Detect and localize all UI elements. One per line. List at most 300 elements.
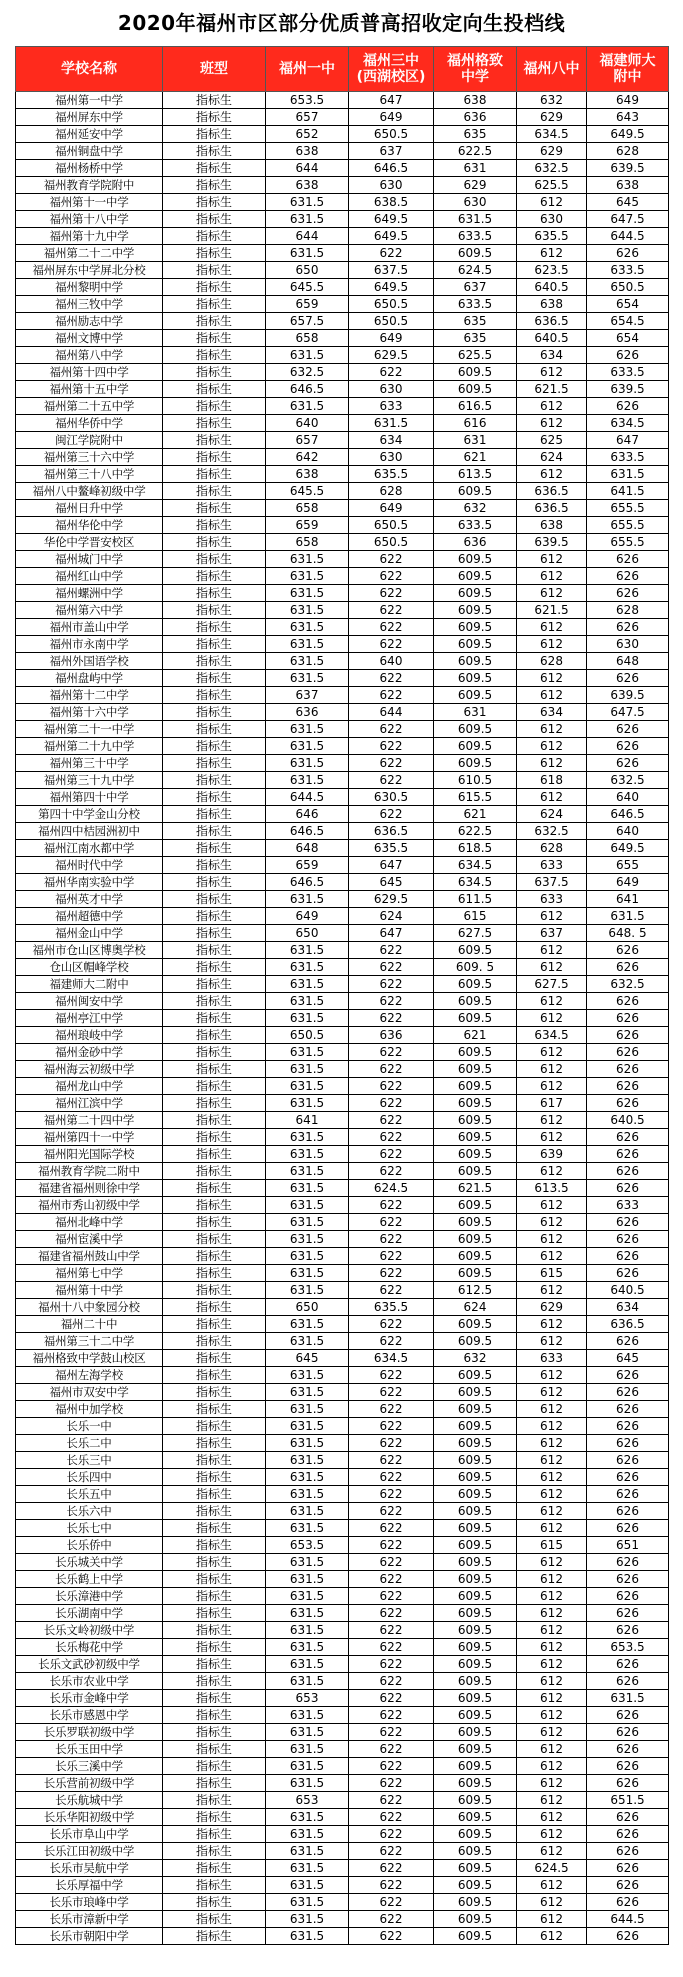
table-row bbox=[16, 806, 669, 823]
score-fuzhou-no8: 612 bbox=[517, 585, 587, 602]
school-name-cell: 福建师大二附中 bbox=[16, 976, 163, 993]
score-fuzhou-gezhi: 633.5 bbox=[434, 228, 517, 245]
table-row bbox=[16, 738, 669, 755]
score-fuzhou-gezhi: 609.5 bbox=[434, 1877, 517, 1894]
score-fujian-normal-affiliated: 626 bbox=[587, 1078, 669, 1095]
class-type-cell: 指标生 bbox=[163, 483, 266, 500]
class-type-cell: 指标生 bbox=[163, 993, 266, 1010]
class-type-cell: 指标生 bbox=[163, 126, 266, 143]
score-fuzhou-gezhi: 609.5 bbox=[434, 568, 517, 585]
score-fuzhou-no1: 631.5 bbox=[266, 1571, 349, 1588]
score-fuzhou-no3: 622 bbox=[349, 1503, 434, 1520]
score-fuzhou-no3: 622 bbox=[349, 1605, 434, 1622]
class-type-cell: 指标生 bbox=[163, 755, 266, 772]
score-fujian-normal-affiliated: 626 bbox=[587, 619, 669, 636]
table-row bbox=[16, 959, 669, 976]
table-row bbox=[16, 891, 669, 908]
score-fuzhou-no1: 631.5 bbox=[266, 1248, 349, 1265]
school-name-cell: 福州励志中学 bbox=[16, 313, 163, 330]
score-fuzhou-no1: 631.5 bbox=[266, 1316, 349, 1333]
score-fuzhou-no1: 631.5 bbox=[266, 1214, 349, 1231]
score-fuzhou-gezhi: 621 bbox=[434, 449, 517, 466]
class-type-cell: 指标生 bbox=[163, 942, 266, 959]
score-fuzhou-gezhi: 609.5 bbox=[434, 1418, 517, 1435]
score-fuzhou-gezhi: 609.5 bbox=[434, 1690, 517, 1707]
score-fujian-normal-affiliated: 651 bbox=[587, 1537, 669, 1554]
school-name-cell: 长乐市农业中学 bbox=[16, 1673, 163, 1690]
class-type-cell: 指标生 bbox=[163, 1741, 266, 1758]
table-row bbox=[16, 1758, 669, 1775]
score-fuzhou-no3: 622 bbox=[349, 1367, 434, 1384]
score-fuzhou-no8: 612 bbox=[517, 1061, 587, 1078]
table-row bbox=[16, 1095, 669, 1112]
score-fujian-normal-affiliated: 628 bbox=[587, 143, 669, 160]
score-fuzhou-no3: 622 bbox=[349, 1588, 434, 1605]
score-fuzhou-no3: 635.5 bbox=[349, 1299, 434, 1316]
score-fuzhou-gezhi: 627.5 bbox=[434, 925, 517, 942]
score-fuzhou-gezhi: 637 bbox=[434, 279, 517, 296]
score-fujian-normal-affiliated: 628 bbox=[587, 602, 669, 619]
table-row bbox=[16, 1078, 669, 1095]
score-fuzhou-gezhi: 609.5 bbox=[434, 1214, 517, 1231]
score-fuzhou-no3: 631.5 bbox=[349, 415, 434, 432]
score-fuzhou-no8: 615 bbox=[517, 1265, 587, 1282]
score-fujian-normal-affiliated: 639.5 bbox=[587, 687, 669, 704]
score-fuzhou-gezhi: 633.5 bbox=[434, 517, 517, 534]
class-type-cell: 指标生 bbox=[163, 891, 266, 908]
score-fujian-normal-affiliated: 626 bbox=[587, 1231, 669, 1248]
score-fujian-normal-affiliated: 626 bbox=[587, 1707, 669, 1724]
score-fujian-normal-affiliated: 651.5 bbox=[587, 1792, 669, 1809]
score-fuzhou-no8: 612 bbox=[517, 1554, 587, 1571]
score-fuzhou-no1: 638 bbox=[266, 143, 349, 160]
class-type-cell: 指标生 bbox=[163, 194, 266, 211]
score-fuzhou-no8: 612 bbox=[517, 568, 587, 585]
score-fuzhou-no3: 622 bbox=[349, 1486, 434, 1503]
school-name-cell: 长乐罗联初级中学 bbox=[16, 1724, 163, 1741]
score-fuzhou-no1: 646.5 bbox=[266, 874, 349, 891]
school-name-cell: 长乐二中 bbox=[16, 1435, 163, 1452]
score-fuzhou-no8: 636.5 bbox=[517, 500, 587, 517]
school-name-cell: 福州第一中学 bbox=[16, 92, 163, 109]
score-fuzhou-gezhi: 609.5 bbox=[434, 636, 517, 653]
score-fuzhou-gezhi: 631 bbox=[434, 432, 517, 449]
score-fujian-normal-affiliated: 636.5 bbox=[587, 1316, 669, 1333]
class-type-cell: 指标生 bbox=[163, 1928, 266, 1945]
class-type-cell: 指标生 bbox=[163, 1605, 266, 1622]
score-fuzhou-no3: 630 bbox=[349, 449, 434, 466]
score-fuzhou-no1: 631.5 bbox=[266, 1367, 349, 1384]
school-name-cell: 长乐营前初级中学 bbox=[16, 1775, 163, 1792]
score-fujian-normal-affiliated: 626 bbox=[587, 1333, 669, 1350]
score-fuzhou-no8: 612 bbox=[517, 245, 587, 262]
table-body bbox=[16, 92, 669, 1945]
school-name-cell: 长乐市金峰中学 bbox=[16, 1690, 163, 1707]
score-fuzhou-gezhi: 609.5 bbox=[434, 1537, 517, 1554]
score-fuzhou-no1: 631.5 bbox=[266, 1197, 349, 1214]
score-fuzhou-no1: 631.5 bbox=[266, 1163, 349, 1180]
table-row bbox=[16, 1146, 669, 1163]
score-fuzhou-no3: 622 bbox=[349, 1877, 434, 1894]
table-row bbox=[16, 568, 669, 585]
score-fuzhou-no3: 634.5 bbox=[349, 1350, 434, 1367]
score-fuzhou-gezhi: 609.5 bbox=[434, 976, 517, 993]
score-fuzhou-no8: 612 bbox=[517, 1588, 587, 1605]
score-fujian-normal-affiliated: 626 bbox=[587, 1724, 669, 1741]
school-name-cell: 福州海云初级中学 bbox=[16, 1061, 163, 1078]
table-row bbox=[16, 1401, 669, 1418]
score-fuzhou-no1: 631.5 bbox=[266, 1843, 349, 1860]
score-fuzhou-no1: 631.5 bbox=[266, 1384, 349, 1401]
school-name-cell: 福州龙山中学 bbox=[16, 1078, 163, 1095]
score-fuzhou-gezhi: 629 bbox=[434, 177, 517, 194]
class-type-cell: 指标生 bbox=[163, 296, 266, 313]
score-fuzhou-no8: 612 bbox=[517, 670, 587, 687]
score-fujian-normal-affiliated: 626 bbox=[587, 1265, 669, 1282]
table-row bbox=[16, 1843, 669, 1860]
class-type-cell: 指标生 bbox=[163, 1537, 266, 1554]
class-type-cell: 指标生 bbox=[163, 449, 266, 466]
school-name-cell: 福州英才中学 bbox=[16, 891, 163, 908]
score-fuzhou-gezhi: 609.5 bbox=[434, 1486, 517, 1503]
score-fuzhou-no8: 612 bbox=[517, 1231, 587, 1248]
table-row bbox=[16, 1350, 669, 1367]
class-type-cell: 指标生 bbox=[163, 1027, 266, 1044]
table-row bbox=[16, 653, 669, 670]
class-type-cell: 指标生 bbox=[163, 823, 266, 840]
score-fuzhou-no3: 622 bbox=[349, 1112, 434, 1129]
class-type-cell: 指标生 bbox=[163, 1877, 266, 1894]
class-type-cell: 指标生 bbox=[163, 1316, 266, 1333]
class-type-cell: 指标生 bbox=[163, 92, 266, 109]
score-fujian-normal-affiliated: 648 bbox=[587, 653, 669, 670]
school-name-cell: 福州中加学校 bbox=[16, 1401, 163, 1418]
score-fuzhou-no3: 624.5 bbox=[349, 1180, 434, 1197]
score-fuzhou-no8: 634 bbox=[517, 704, 587, 721]
school-name-cell: 长乐江田初级中学 bbox=[16, 1843, 163, 1860]
school-name-cell: 福州第二十四中学 bbox=[16, 1112, 163, 1129]
score-fuzhou-no3: 622 bbox=[349, 1282, 434, 1299]
table-row bbox=[16, 1112, 669, 1129]
school-name-cell: 长乐侨中 bbox=[16, 1537, 163, 1554]
score-fuzhou-gezhi: 611.5 bbox=[434, 891, 517, 908]
score-fujian-normal-affiliated: 650.5 bbox=[587, 279, 669, 296]
class-type-cell: 指标生 bbox=[163, 1707, 266, 1724]
table-row bbox=[16, 1163, 669, 1180]
school-name-cell: 福州二十中 bbox=[16, 1316, 163, 1333]
score-fuzhou-no3: 622 bbox=[349, 1095, 434, 1112]
table-row bbox=[16, 500, 669, 517]
score-fuzhou-gezhi: 609.5 bbox=[434, 1231, 517, 1248]
school-name-cell: 福州第七中学 bbox=[16, 1265, 163, 1282]
score-fuzhou-no1: 631.5 bbox=[266, 1095, 349, 1112]
table-row bbox=[16, 1639, 669, 1656]
score-fuzhou-no8: 612 bbox=[517, 1707, 587, 1724]
score-fuzhou-gezhi: 609.5 bbox=[434, 245, 517, 262]
school-name-cell: 长乐玉田中学 bbox=[16, 1741, 163, 1758]
score-fuzhou-no1: 637 bbox=[266, 687, 349, 704]
table-row bbox=[16, 126, 669, 143]
score-fuzhou-no3: 624 bbox=[349, 908, 434, 925]
school-name-cell: 福州第二十一中学 bbox=[16, 721, 163, 738]
score-fuzhou-no3: 649.5 bbox=[349, 279, 434, 296]
score-fuzhou-no1: 631.5 bbox=[266, 942, 349, 959]
score-fujian-normal-affiliated: 644.5 bbox=[587, 1911, 669, 1928]
table-row bbox=[16, 1129, 669, 1146]
score-fuzhou-no8: 612 bbox=[517, 1503, 587, 1520]
score-fuzhou-no8: 612 bbox=[517, 1418, 587, 1435]
class-type-cell: 指标生 bbox=[163, 1826, 266, 1843]
score-fuzhou-no1: 631.5 bbox=[266, 976, 349, 993]
score-fuzhou-no8: 612 bbox=[517, 1044, 587, 1061]
score-fuzhou-gezhi: 634.5 bbox=[434, 874, 517, 891]
score-fuzhou-gezhi: 609.5 bbox=[434, 1316, 517, 1333]
score-fuzhou-gezhi: 622.5 bbox=[434, 143, 517, 160]
table-row bbox=[16, 347, 669, 364]
school-name-cell: 福州螺洲中学 bbox=[16, 585, 163, 602]
class-type-cell: 指标生 bbox=[163, 1758, 266, 1775]
score-fuzhou-no8: 612 bbox=[517, 1571, 587, 1588]
score-fuzhou-gezhi: 609.5 bbox=[434, 1622, 517, 1639]
score-fuzhou-no3: 622 bbox=[349, 687, 434, 704]
score-fuzhou-gezhi: 633.5 bbox=[434, 296, 517, 313]
class-type-cell: 指标生 bbox=[163, 806, 266, 823]
score-fuzhou-no8: 636.5 bbox=[517, 313, 587, 330]
school-name-cell: 福州华南实验中学 bbox=[16, 874, 163, 891]
table-row bbox=[16, 109, 669, 126]
table-row bbox=[16, 1469, 669, 1486]
header-c5a-label: 福建师大 bbox=[599, 53, 656, 69]
class-type-cell: 指标生 bbox=[163, 1265, 266, 1282]
table-row bbox=[16, 1877, 669, 1894]
score-fuzhou-no1: 631.5 bbox=[266, 1741, 349, 1758]
table-row bbox=[16, 517, 669, 534]
class-type-cell: 指标生 bbox=[163, 466, 266, 483]
table-row bbox=[16, 721, 669, 738]
table-row bbox=[16, 1010, 669, 1027]
score-fujian-normal-affiliated: 631.5 bbox=[587, 1690, 669, 1707]
score-fuzhou-no8: 612 bbox=[517, 398, 587, 415]
header-c4-label: 福州八中 bbox=[523, 61, 580, 77]
score-fuzhou-no3: 650.5 bbox=[349, 517, 434, 534]
score-fuzhou-gezhi: 632 bbox=[434, 1350, 517, 1367]
table-row bbox=[16, 1248, 669, 1265]
score-fuzhou-no8: 612 bbox=[517, 1928, 587, 1945]
score-fuzhou-no8: 612 bbox=[517, 1248, 587, 1265]
score-fuzhou-gezhi: 635 bbox=[434, 313, 517, 330]
table-row bbox=[16, 1537, 669, 1554]
score-fuzhou-no8: 640.5 bbox=[517, 330, 587, 347]
class-type-cell: 指标生 bbox=[163, 1860, 266, 1877]
score-fuzhou-no3: 647 bbox=[349, 857, 434, 874]
score-fuzhou-gezhi: 609.5 bbox=[434, 1707, 517, 1724]
table-row bbox=[16, 398, 669, 415]
class-type-cell: 指标生 bbox=[163, 636, 266, 653]
school-name-cell: 福州华伦中学 bbox=[16, 517, 163, 534]
school-name-cell: 长乐六中 bbox=[16, 1503, 163, 1520]
class-type-cell: 指标生 bbox=[163, 789, 266, 806]
score-fuzhou-no3: 622 bbox=[349, 1231, 434, 1248]
table-row bbox=[16, 1214, 669, 1231]
school-name-cell: 福州三牧中学 bbox=[16, 296, 163, 313]
table-row bbox=[16, 279, 669, 296]
class-type-cell: 指标生 bbox=[163, 687, 266, 704]
score-fujian-normal-affiliated: 633 bbox=[587, 1197, 669, 1214]
score-fujian-normal-affiliated: 632.5 bbox=[587, 976, 669, 993]
class-type-cell: 指标生 bbox=[163, 1112, 266, 1129]
class-type-cell: 指标生 bbox=[163, 976, 266, 993]
header-fuzhou-no1 bbox=[266, 47, 349, 92]
class-type-cell: 指标生 bbox=[163, 534, 266, 551]
score-fuzhou-no1: 631.5 bbox=[266, 619, 349, 636]
header-fujian-normal-affiliated bbox=[587, 47, 669, 92]
score-fuzhou-no3: 622 bbox=[349, 1078, 434, 1095]
score-fuzhou-no1: 631.5 bbox=[266, 1333, 349, 1350]
score-fujian-normal-affiliated: 626 bbox=[587, 1027, 669, 1044]
score-fujian-normal-affiliated: 626 bbox=[587, 1095, 669, 1112]
score-fuzhou-gezhi: 609.5 bbox=[434, 1265, 517, 1282]
class-type-cell: 指标生 bbox=[163, 1197, 266, 1214]
table-row bbox=[16, 313, 669, 330]
table-row bbox=[16, 1180, 669, 1197]
score-fuzhou-no3: 622 bbox=[349, 1554, 434, 1571]
score-fujian-normal-affiliated: 644.5 bbox=[587, 228, 669, 245]
score-fuzhou-gezhi: 625.5 bbox=[434, 347, 517, 364]
header-c3b-label: 中学 bbox=[461, 69, 489, 85]
score-fuzhou-no3: 622 bbox=[349, 806, 434, 823]
score-fuzhou-gezhi: 609. 5 bbox=[434, 959, 517, 976]
score-fuzhou-no8: 625 bbox=[517, 432, 587, 449]
score-fuzhou-no3: 622 bbox=[349, 585, 434, 602]
school-name-cell: 福州阳光国际学校 bbox=[16, 1146, 163, 1163]
school-name-cell: 福州第二十九中学 bbox=[16, 738, 163, 755]
school-name-cell: 福州城门中学 bbox=[16, 551, 163, 568]
score-fuzhou-no1: 631.5 bbox=[266, 1520, 349, 1537]
school-name-cell: 长乐漳港中学 bbox=[16, 1588, 163, 1605]
score-fuzhou-no8: 629 bbox=[517, 143, 587, 160]
score-fuzhou-no8: 612 bbox=[517, 1197, 587, 1214]
score-fuzhou-no3: 640 bbox=[349, 653, 434, 670]
score-fuzhou-no1: 657 bbox=[266, 109, 349, 126]
score-fuzhou-gezhi: 609.5 bbox=[434, 1860, 517, 1877]
score-fuzhou-no3: 646.5 bbox=[349, 160, 434, 177]
table-row bbox=[16, 228, 669, 245]
score-fujian-normal-affiliated: 626 bbox=[587, 1010, 669, 1027]
school-name-cell: 福州第六中学 bbox=[16, 602, 163, 619]
score-fuzhou-no1: 631.5 bbox=[266, 993, 349, 1010]
score-fuzhou-gezhi: 609.5 bbox=[434, 1639, 517, 1656]
score-fuzhou-gezhi: 616.5 bbox=[434, 398, 517, 415]
header-fuzhou-gezhi bbox=[434, 47, 517, 92]
score-fuzhou-no3: 650.5 bbox=[349, 126, 434, 143]
score-fuzhou-gezhi: 609.5 bbox=[434, 993, 517, 1010]
score-fuzhou-gezhi: 609.5 bbox=[434, 1384, 517, 1401]
score-fuzhou-no8: 612 bbox=[517, 1877, 587, 1894]
class-type-cell: 指标生 bbox=[163, 1214, 266, 1231]
score-fujian-normal-affiliated: 626 bbox=[587, 1044, 669, 1061]
score-fuzhou-gezhi: 609.5 bbox=[434, 687, 517, 704]
score-fuzhou-no3: 622 bbox=[349, 245, 434, 262]
score-fujian-normal-affiliated: 649.5 bbox=[587, 840, 669, 857]
score-fujian-normal-affiliated: 626 bbox=[587, 1418, 669, 1435]
score-fuzhou-no3: 622 bbox=[349, 1843, 434, 1860]
school-name-cell: 福州黎明中学 bbox=[16, 279, 163, 296]
school-name-cell: 福州金山中学 bbox=[16, 925, 163, 942]
table-row bbox=[16, 1435, 669, 1452]
table-row bbox=[16, 1299, 669, 1316]
score-fuzhou-gezhi: 624 bbox=[434, 1299, 517, 1316]
school-name-cell: 长乐市阜山中学 bbox=[16, 1826, 163, 1843]
score-fuzhou-no8: 612 bbox=[517, 1520, 587, 1537]
table-row bbox=[16, 942, 669, 959]
table-header bbox=[16, 47, 669, 92]
score-fuzhou-no3: 622 bbox=[349, 1673, 434, 1690]
class-type-cell: 指标生 bbox=[163, 959, 266, 976]
class-type-cell: 指标生 bbox=[163, 398, 266, 415]
score-fuzhou-no1: 638 bbox=[266, 177, 349, 194]
table-row bbox=[16, 976, 669, 993]
score-fuzhou-gezhi: 624.5 bbox=[434, 262, 517, 279]
class-type-cell: 指标生 bbox=[163, 1469, 266, 1486]
score-fuzhou-no3: 650.5 bbox=[349, 313, 434, 330]
score-fujian-normal-affiliated: 626 bbox=[587, 1367, 669, 1384]
score-fuzhou-no3: 622 bbox=[349, 1265, 434, 1282]
score-fuzhou-no8: 612 bbox=[517, 636, 587, 653]
class-type-cell: 指标生 bbox=[163, 568, 266, 585]
score-fuzhou-no3: 637 bbox=[349, 143, 434, 160]
score-fuzhou-no3: 622 bbox=[349, 959, 434, 976]
score-fuzhou-no1: 631.5 bbox=[266, 1231, 349, 1248]
header-c1-label: 福州一中 bbox=[279, 61, 335, 77]
score-fuzhou-no3: 622 bbox=[349, 1214, 434, 1231]
score-fuzhou-no8: 634.5 bbox=[517, 126, 587, 143]
class-type-cell: 指标生 bbox=[163, 1435, 266, 1452]
score-fuzhou-no8: 612 bbox=[517, 755, 587, 772]
school-name-cell: 福州第十六中学 bbox=[16, 704, 163, 721]
score-fuzhou-no1: 650 bbox=[266, 925, 349, 942]
score-fuzhou-no8: 612 bbox=[517, 1163, 587, 1180]
score-fuzhou-no1: 631.5 bbox=[266, 194, 349, 211]
score-fuzhou-no3: 622 bbox=[349, 568, 434, 585]
score-fuzhou-no8: 612 bbox=[517, 1469, 587, 1486]
header-c3a-label: 福州格致 bbox=[447, 53, 503, 69]
score-fuzhou-no1: 631.5 bbox=[266, 1180, 349, 1197]
score-fujian-normal-affiliated: 654 bbox=[587, 296, 669, 313]
score-fuzhou-no3: 622 bbox=[349, 993, 434, 1010]
score-fuzhou-gezhi: 609.5 bbox=[434, 1061, 517, 1078]
class-type-cell: 指标生 bbox=[163, 551, 266, 568]
score-fuzhou-no1: 653 bbox=[266, 1792, 349, 1809]
class-type-cell: 指标生 bbox=[163, 262, 266, 279]
score-fujian-normal-affiliated: 647 bbox=[587, 432, 669, 449]
score-fuzhou-no1: 631.5 bbox=[266, 1656, 349, 1673]
score-fujian-normal-affiliated: 643 bbox=[587, 109, 669, 126]
score-fuzhou-no3: 622 bbox=[349, 1724, 434, 1741]
class-type-cell: 指标生 bbox=[163, 1095, 266, 1112]
score-fuzhou-no8: 639 bbox=[517, 1146, 587, 1163]
school-name-cell: 福州第三十中学 bbox=[16, 755, 163, 772]
score-fujian-normal-affiliated: 655.5 bbox=[587, 500, 669, 517]
score-fuzhou-gezhi: 635 bbox=[434, 126, 517, 143]
score-fujian-normal-affiliated: 634.5 bbox=[587, 415, 669, 432]
score-fuzhou-gezhi: 636 bbox=[434, 109, 517, 126]
score-fujian-normal-affiliated: 626 bbox=[587, 1503, 669, 1520]
score-fuzhou-no8: 615 bbox=[517, 1537, 587, 1554]
class-type-cell: 指标生 bbox=[163, 330, 266, 347]
score-fuzhou-no1: 631.5 bbox=[266, 1775, 349, 1792]
table-row bbox=[16, 1282, 669, 1299]
score-fuzhou-no8: 612 bbox=[517, 1894, 587, 1911]
